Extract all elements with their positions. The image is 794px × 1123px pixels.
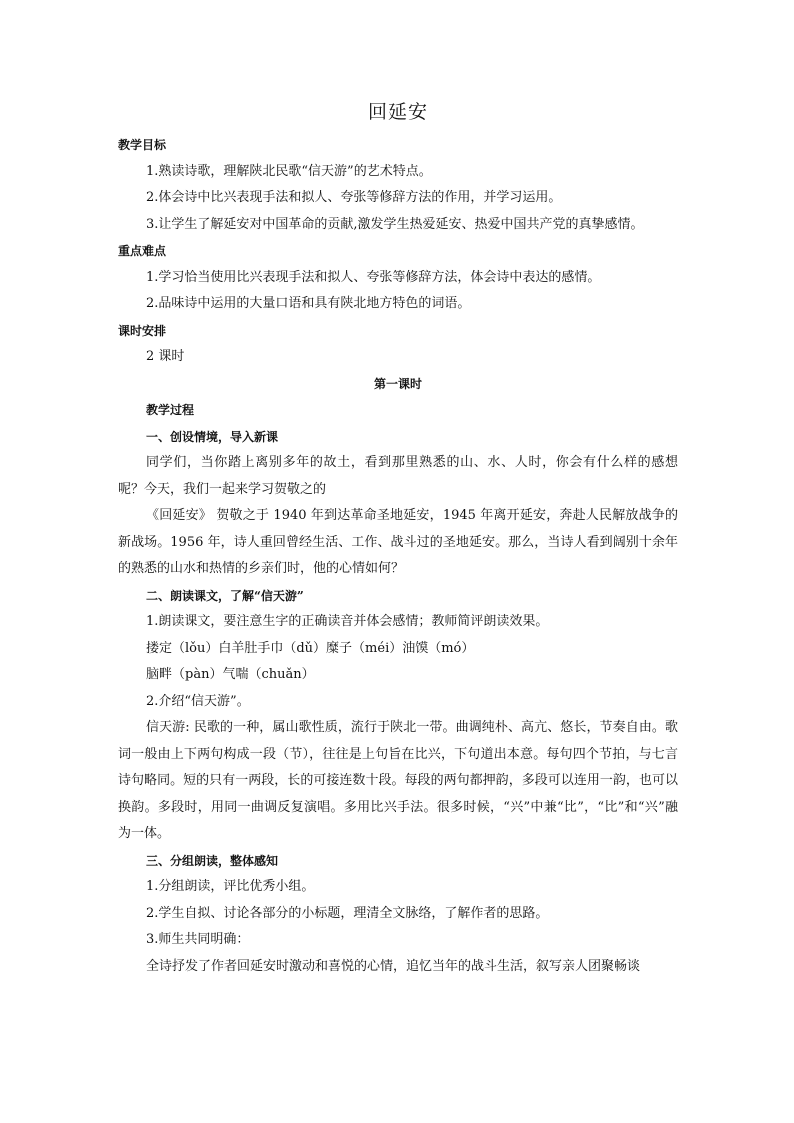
teaching-goal-1: 1.熟读诗歌，理解陕北民歌“信天游”的艺术特点。 [146, 163, 432, 179]
document-title: 回延安 [367, 101, 428, 123]
part3-heading: 三、分组朗读，整体感知 [146, 853, 279, 868]
schedule-heading: 课时安排 [118, 323, 167, 338]
part3-item-1: 1.分组朗读，评比优秀小组。 [146, 879, 315, 894]
process-heading: 教学过程 [146, 403, 195, 417]
document-page [118, 96, 678, 980]
schedule-value: 2 课时 [146, 349, 185, 364]
teaching-goals-heading: 教学目标 [118, 138, 167, 152]
lesson-one-heading: 第一课时 [373, 376, 422, 391]
part1-paragraph-1: 同学们，当你踏上离别多年的故土，看到那里熟悉的山、水、人时，你会有什么样的感想呢？今天，我们一起来学习贺敬之的 [118, 455, 678, 497]
part3-item-3: 3.师生共同明确： [146, 932, 250, 947]
part1-paragraph-2: 《回延安》 贺敬之于 1940 年到达革命圣地延安，1945 年离开延安，奔赴人民解放战争的新战场。1956 年，诗人重回曾经生活、工作、战斗过的圣地延安。那么，当诗人看到阔别十余年的熟悉的山水和热情的乡亲们时，他的心情如何？ [118, 508, 678, 576]
part1-heading: 一、创设情境，导入新课 [146, 429, 279, 444]
key-point-1: 1.学习恰当使用比兴表现手法和拟人、夸张等修辞方法，体会诗中表达的感情。 [146, 269, 601, 285]
pinyin-line-1: 搂定（lǒu）白羊肚手巾（dǔ）糜子（méi）油馍（mó） [146, 640, 475, 656]
key-points-heading: 重点难点 [118, 244, 167, 258]
xintianyou-paragraph: 信天游: 民歌的一种，属山歌性质，流行于陕北一带。曲调纯朴、高亢、悠长，节奏自由。歌词一般由上下两句构成一段（节），往往是上句旨在比兴，下句道出本意。每句四个节拍，与七言诗句略同。短的只有一两段，长的可接连数十段。每段的两句都押韵，多段可以连用一韵，也可以换韵。多段时，用同一曲调反复演唱。多用比兴手法。很多时候，“兴”中兼“比”，“比”和“兴”融为一体。 [118, 720, 678, 841]
teaching-goal-3: 3.让学生了解延安对中国革命的贡献,激发学生热爱延安、热爱中国共产党的真挚感情。 [146, 216, 644, 232]
part2-item-1: 1.朗读课文，要注意生字的正确读音并体会感情；教师简评朗读效果。 [146, 614, 549, 629]
part2-heading: 二、朗读课文，了解“信天游” [146, 588, 304, 603]
pinyin-line-2: 脑畔（pàn）气喘（chuǎn） [146, 667, 315, 682]
teaching-goal-2: 2.体会诗中比兴表现手法和拟人、夸张等修辞方法的作用，并学习运用。 [146, 190, 562, 205]
key-point-2: 2.品味诗中运用的大量口语和具有陕北地方特色的词语。 [146, 296, 471, 311]
part2-item-2: 2.介绍“信天游”。 [146, 693, 250, 709]
part3-item-2: 2.学生自拟、讨论各部分的小标题，理清全文脉络，了解作者的思路。 [146, 905, 549, 921]
part3-paragraph: 全诗抒发了作者回延安时激动和喜悦的心情，追忆当年的战斗生活，叙写亲人团聚畅谈 [146, 958, 641, 974]
